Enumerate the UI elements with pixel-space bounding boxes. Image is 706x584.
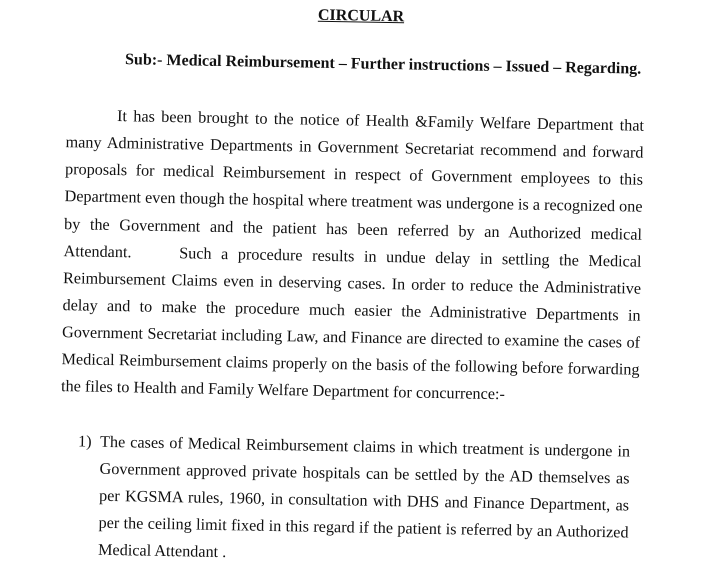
paragraph-line: Department even though the hospital where treatment was undergone is a recognized one bbox=[64, 187, 643, 216]
paragraph-line: Reimbursement Claims even in deserving cases. In order to reduce the Administrative bbox=[62, 269, 642, 298]
list-item-line: per KGSMA rules, 1960, in consultation with DHS and Finance Department, as bbox=[98, 486, 630, 515]
list-item-number: 1) bbox=[77, 432, 92, 451]
paragraph-line: Medical Reimbursement claims properly on the basis of the following before forwarding bbox=[61, 350, 640, 379]
paragraph-line: Attendant. Such a procedure results in undue delay in settling the Medical bbox=[63, 242, 642, 271]
list-item-line: Medical Attendant . bbox=[97, 540, 227, 562]
paragraph-line: many Administrative Departments in Government Secretariat recommend and forward bbox=[65, 133, 644, 162]
document-title: CIRCULAR bbox=[317, 6, 405, 26]
paragraph-line: proposals for medical Reimbursement in respect of Government employees to this bbox=[64, 160, 644, 189]
subject-line: Sub:- Medical Reimbursement – Further instructions – Issued – Regarding. bbox=[124, 51, 642, 78]
paragraph-line: Government Secretariat including Law, and Finance are directed to examine the cases of bbox=[61, 323, 641, 352]
list-item-line: per the ceiling limit fixed in this regard if the patient is referred by an Authorized bbox=[98, 513, 629, 542]
list-item-line: Government approved private hospitals can be settled by the AD themselves as bbox=[99, 459, 630, 488]
paragraph-line: delay and to make the procedure much easier the Administrative Departments in bbox=[62, 296, 641, 325]
paragraph-line: It has been brought to the notice of Health &Family Welfare Department that bbox=[116, 107, 645, 135]
list-item-line: The cases of Medical Reimbursement claims in which treatment is undergone in bbox=[99, 432, 631, 461]
paragraph-line: by the Government and the patient has been referred by an Authorized medical bbox=[63, 215, 643, 244]
paragraph-line: the files to Health and Family Welfare Department for concurrence:- bbox=[60, 377, 506, 404]
